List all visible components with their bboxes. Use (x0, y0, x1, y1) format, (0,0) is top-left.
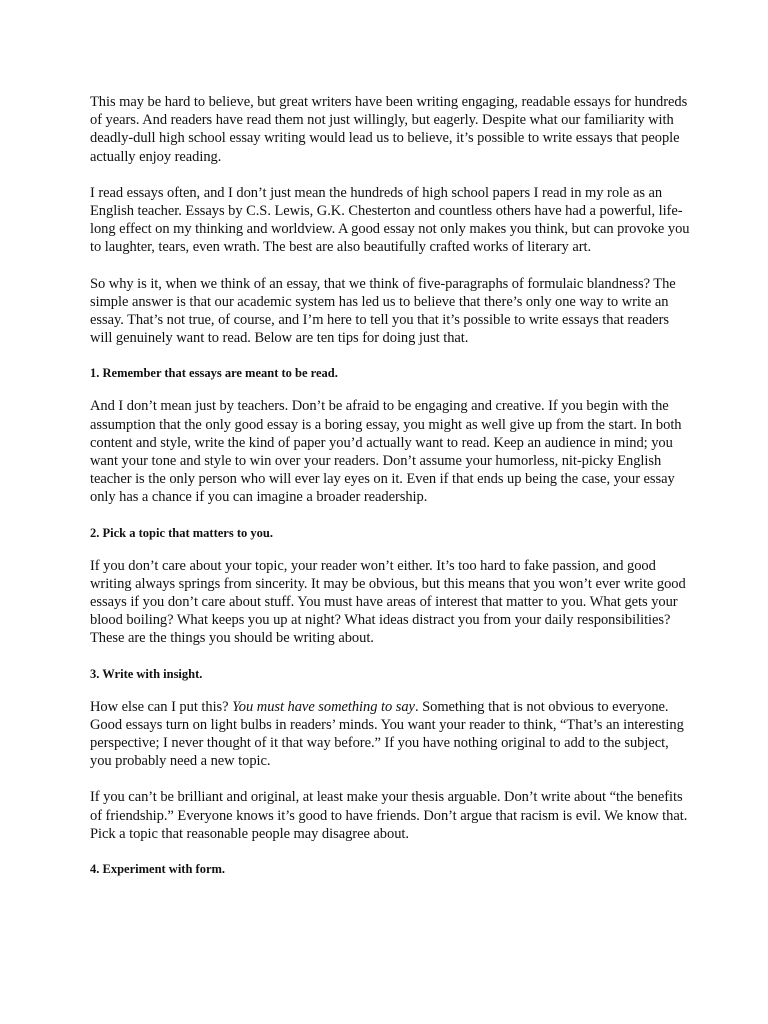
tip-3-body-lead: How else can I put this? (90, 698, 233, 715)
intro-paragraph-3: So why is it, when we think of an essay, that we think of five-paragraphs of formulaic blandness? The simple answer is that our academic system has led us to believe that there’s only one way to write an essay. That’s not true, of course, and I’m here to tell you that it’s possible to write essays that readers will genuinely want to read. Below are ten tips for doing just that. (90, 275, 676, 347)
intro-paragraph-1: This may be hard to believe, but great writers have been writing engaging, readable essays for hundreds of years. And readers have read them not just willingly, but eagerly. Despite what our familiarity with deadly-dull high school essay writing would lead us to believe, it’s possible to write essays that people actually enjoy reading. (90, 94, 688, 165)
tip-3-body-emphasis: You must have something to say (232, 698, 415, 715)
tip-3-body-2: If you can’t be brilliant and original, at least make your thesis arguable. Don’t write about “the benefits of friendship.” Everyone knows it’s good to have friends. Don’t argue that racism is evil. We know that. Pick a topic that reasonable people may disagree about. (90, 789, 688, 842)
tip-3-body (90, 698, 690, 771)
intro-paragraph-2: I read essays often, and I don’t just mean the hundreds of high school papers I read in my role as an English teacher. Essays by C.S. Lewis, G.K. Chesterton and countless others have had a powerful, life-long effect on my thinking and worldview. A good essay not only makes you think, but can provoke you to laughter, tears, even wrath. The best are also beautifully crafted works of literary art. (90, 184, 690, 256)
tip-3-body-rest: . Something that is not obvious to everyone. Good essays turn on light bulbs in readers’ minds. You want your reader to think, “That’s an interesting perspective; I never thought of it that way before.” If you have nothing original to add to the subject, you probably need a new topic. (90, 698, 684, 770)
document-body (90, 93, 690, 893)
tip-4-heading: 4. Experiment with form. (90, 862, 226, 877)
tip-2-heading: 2. Pick a topic that matters to you. (90, 525, 273, 540)
tip-1-body: And I don’t mean just by teachers. Don’t be afraid to be engaging and creative. If you begin with the assumption that the only good essay is a boring essay, you might as well give up from the start. In both content and style, write the kind of paper you’d actually want to read. Keep an audience in mind; you want your tone and style to win over your readers. Don’t assume your humorless, nit-picky English teacher is the only person who will ever lay eyes on it. Even if that ends up being the case, your essay only has a chance if you can imagine a broader readership. (90, 398, 682, 506)
tip-3-heading: 3. Write with insight. (90, 666, 203, 681)
tip-2-body: If you don’t care about your topic, your reader won’t either. It’s too hard to fake passion, and good writing always springs from sincerity. It may be obvious, but this means that you won’t ever write good essays if you don’t care about stuff. You must have areas of interest that matter to you. What gets your blood boiling? What keeps you up at night? What ideas distract you from your daily responsibilities? These are the things you should be writing about. (90, 557, 686, 647)
tip-1-heading: 1. Remember that essays are meant to be read. (90, 366, 338, 381)
